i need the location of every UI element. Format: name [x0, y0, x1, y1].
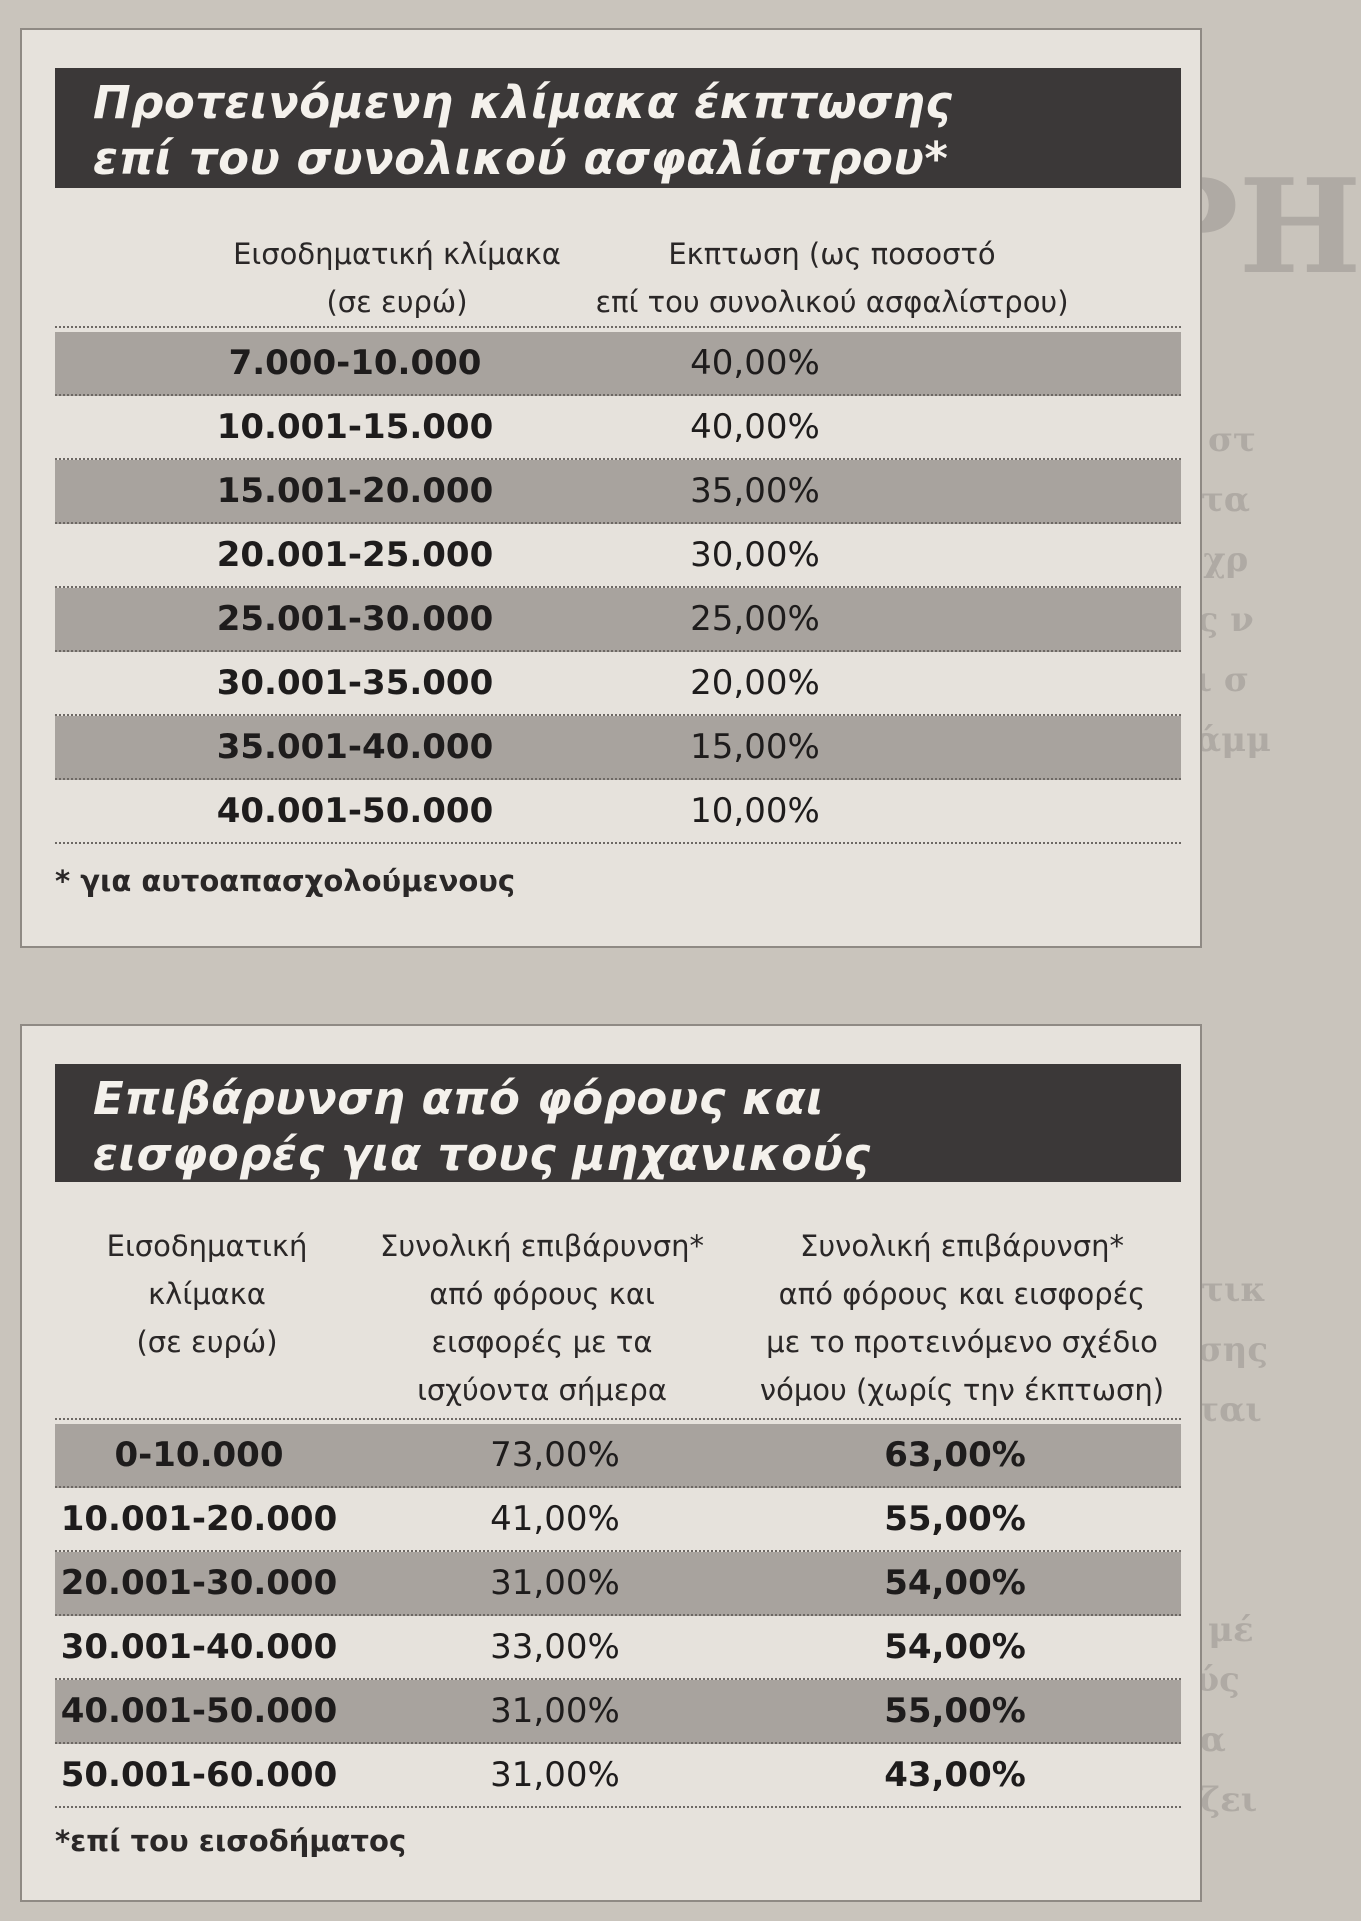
bracket-cell: 40.001-50.000: [60, 1691, 338, 1731]
header-line: κλίμακα: [148, 1277, 266, 1311]
table-row: [55, 460, 1181, 524]
divider: [55, 1418, 1181, 1420]
bracket-cell: 7.000-10.000: [228, 343, 482, 383]
background-text: τησης: [1150, 1330, 1269, 1370]
footnote: * για αυτοαπασχολούμενους: [55, 864, 516, 898]
title-line: εισφορές για τους μηχανικούς: [93, 1128, 871, 1181]
current-burden-cell: 41,00%: [490, 1499, 620, 1539]
header-line: Εισοδηματική κλίμακα: [233, 237, 561, 271]
bracket-cell: 10.001-20.000: [60, 1499, 338, 1539]
column-header-bracket: [42, 1222, 372, 1366]
header-line: Συνολική επιβάρυνση*: [800, 1229, 1124, 1263]
current-burden-cell: 31,00%: [490, 1691, 620, 1731]
bracket-cell: 20.001-30.000: [60, 1563, 338, 1603]
bracket-cell: 0-10.000: [114, 1435, 284, 1475]
background-text: λάζει: [1150, 1780, 1258, 1820]
table-row: [55, 1680, 1181, 1744]
header-line: (σε ευρώ): [326, 285, 468, 319]
column-header-current: [342, 1222, 742, 1414]
background-text: ν: [1230, 600, 1254, 640]
header-line: με το προτεινόμενο σχέδιο: [766, 1325, 1158, 1359]
table-row: [55, 652, 1181, 716]
table-row: [55, 780, 1181, 844]
column-header-discount: [562, 230, 1102, 326]
proposed-burden-cell: 55,00%: [884, 1499, 1026, 1539]
title-line: Επιβάρυνση από φόρους και: [93, 1072, 824, 1125]
header-line: εισφορές με τα: [431, 1325, 653, 1359]
proposed-burden-cell: 43,00%: [884, 1755, 1026, 1795]
header-line: Εισοδηματική: [106, 1229, 308, 1263]
tax-burden-title: [55, 1064, 1181, 1182]
bracket-cell: 30.001-40.000: [60, 1627, 338, 1667]
current-burden-cell: 31,00%: [490, 1755, 620, 1795]
background-text: γράμμ: [1150, 720, 1271, 760]
table-row: [55, 1552, 1181, 1616]
background-text: μέ: [1208, 1610, 1254, 1650]
column-header-bracket: [182, 230, 612, 326]
table-row: [55, 1424, 1181, 1488]
background-text: κε στ: [1150, 420, 1256, 460]
bracket-cell: 40.001-50.000: [216, 791, 494, 831]
header-line: από φόρους και εισφορές: [778, 1277, 1146, 1311]
proposed-burden-cell: 54,00%: [884, 1563, 1026, 1603]
table-row: [55, 1616, 1181, 1680]
footnote: *επί του εισοδήματος: [55, 1824, 407, 1858]
proposed-burden-cell: 63,00%: [884, 1435, 1026, 1475]
discount-table-rows: [55, 332, 1181, 844]
bracket-cell: 20.001-25.000: [216, 535, 494, 575]
title-line: επί του συνολικού ασφαλίστρου*: [93, 132, 949, 185]
discount-table-panel: [20, 28, 1202, 948]
bracket-cell: 50.001-60.000: [60, 1755, 338, 1795]
background-text: σ: [1223, 660, 1249, 700]
bracket-cell: 15.001-20.000: [216, 471, 494, 511]
discount-cell: 15,00%: [690, 727, 820, 767]
tax-burden-panel: [20, 1024, 1202, 1902]
header-line: ισχύοντα σήμερα: [417, 1373, 667, 1407]
header-line: από φόρους και: [429, 1277, 655, 1311]
table-row: [55, 396, 1181, 460]
discount-cell: 20,00%: [690, 663, 820, 703]
background-text: ονται: [1150, 1390, 1262, 1430]
header-line: Συνολική επιβάρυνση*: [380, 1229, 704, 1263]
background-text: χρ: [1203, 540, 1249, 580]
header-line: Εκπτωση (ως ποσοστό: [668, 237, 996, 271]
current-burden-cell: 33,00%: [490, 1627, 620, 1667]
discount-cell: 25,00%: [690, 599, 820, 639]
bracket-cell: 10.001-15.000: [216, 407, 494, 447]
table-row: [55, 332, 1181, 396]
discount-cell: 10,00%: [690, 791, 820, 831]
divider: [55, 326, 1181, 328]
bracket-cell: 30.001-35.000: [216, 663, 494, 703]
column-header-proposed: [732, 1222, 1192, 1414]
header-line: νόμου (χωρίς την έκπτωση): [759, 1373, 1165, 1407]
proposed-burden-cell: 54,00%: [884, 1627, 1026, 1667]
table-row: [55, 524, 1181, 588]
table-row: [55, 716, 1181, 780]
discount-cell: 30,00%: [690, 535, 820, 575]
discount-cell: 35,00%: [690, 471, 820, 511]
discount-cell: 40,00%: [690, 407, 820, 447]
table-row: [55, 588, 1181, 652]
discount-table-title: [55, 68, 1181, 188]
bracket-cell: 25.001-30.000: [216, 599, 494, 639]
background-text: ματικ: [1150, 1270, 1266, 1310]
title-line: Προτεινόμενη κλίμακα έκπτωσης: [93, 76, 953, 129]
header-line: (σε ευρώ): [136, 1325, 278, 1359]
current-burden-cell: 31,00%: [490, 1563, 620, 1603]
bracket-cell: 35.001-40.000: [216, 727, 494, 767]
table-row: [55, 1744, 1181, 1808]
discount-cell: 40,00%: [690, 343, 820, 383]
current-burden-cell: 73,00%: [490, 1435, 620, 1475]
proposed-burden-cell: 55,00%: [884, 1691, 1026, 1731]
header-line: επί του συνολικού ασφαλίστρου): [595, 285, 1069, 319]
tax-burden-rows: [55, 1424, 1181, 1808]
table-row: [55, 1488, 1181, 1552]
